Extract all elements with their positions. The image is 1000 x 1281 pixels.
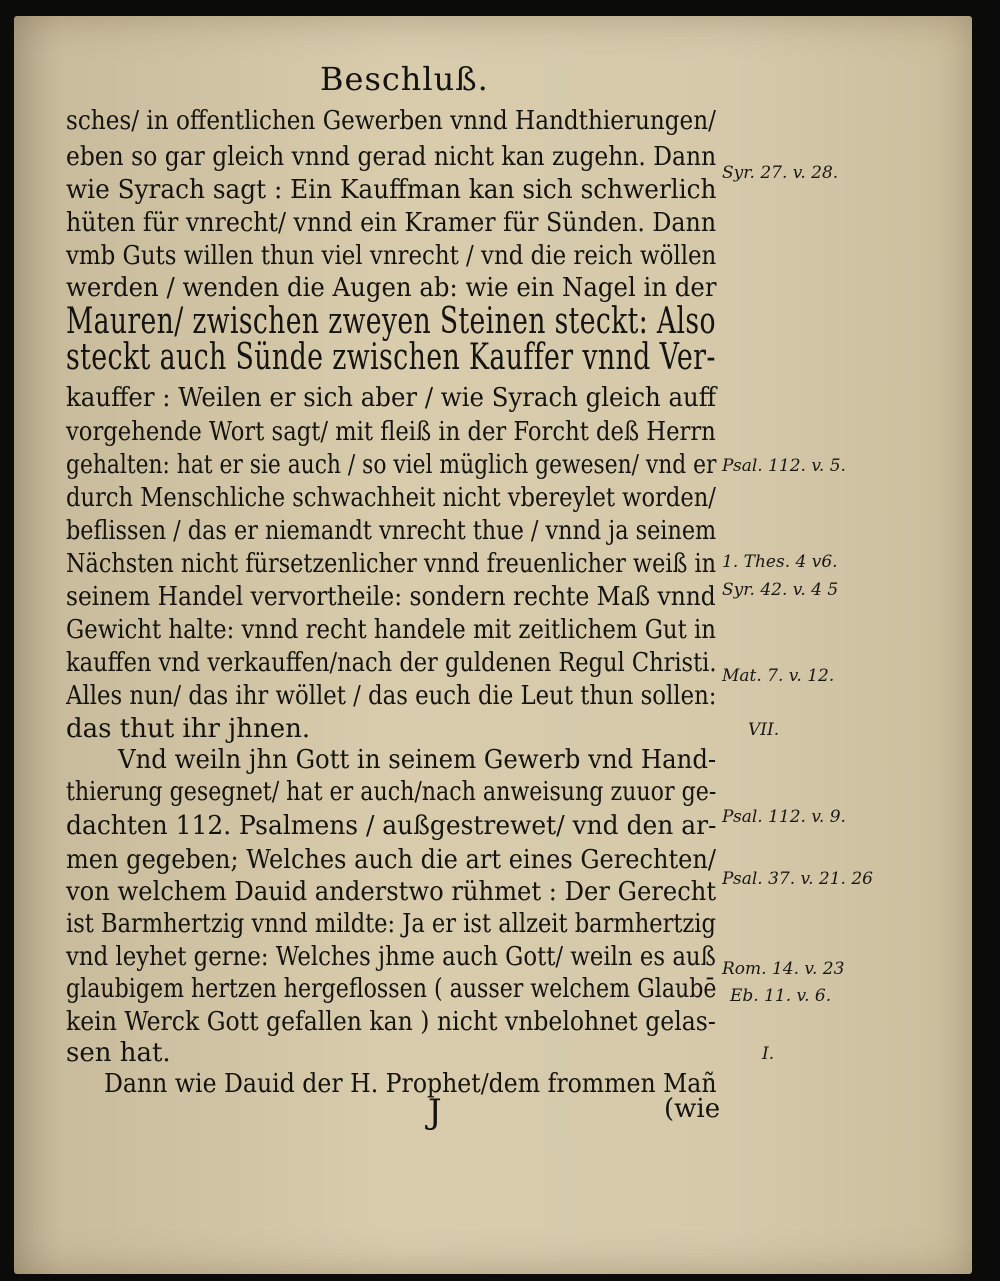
text-line: vnd leyhet gerne: Welches jhme auch Gott/ weiln es auß (66, 942, 716, 972)
text-line: Vnd weiln jhn Gott in seinem Gewerb vnd Hand- (118, 745, 717, 775)
text-line: beflissen / das er niemandt vnrecht thue / vnnd ja seinem (66, 516, 717, 546)
margin-note: I. (762, 1044, 775, 1064)
text-line: kauffer : Weilen er sich aber / wie Syrach gleich auff (66, 383, 717, 413)
margin-note: Mat. 7. v. 12. (722, 666, 835, 686)
text-line: gehalten: hat er sie auch / so viel müglich gewesen/ vnd er (66, 450, 717, 480)
text-line: steckt auch Sünde zwischen Kauffer vnnd Ver- (66, 337, 716, 378)
margin-note: Syr. 27. v. 28. (722, 163, 839, 183)
text-line: Nächsten nicht fürsetzenlicher vnnd freuenlicher weiß in (66, 549, 717, 579)
text-line: vorgehende Wort sagt/ mit fleiß in der Forcht deß Herrn (66, 417, 716, 447)
text-line: sen hat. (66, 1038, 171, 1068)
text-line: von welchem Dauid anderstwo rühmet : Der Gerecht (66, 877, 717, 907)
text-line: Mauren/ zwischen zweyen Steinen steckt: Also (66, 301, 716, 342)
margin-note: Syr. 42. v. 4 5 (722, 580, 839, 600)
text-line: ist Barmhertzig vnnd mildte: Ja er ist allzeit barmhertzig (66, 909, 716, 939)
margin-note: VII. (748, 720, 780, 740)
margin-note: Rom. 14. v. 23 (722, 959, 845, 979)
text-line: kauffen vnd verkauffen/nach der guldenen Regul Christi. (66, 648, 717, 678)
signature-mark: J (428, 1092, 442, 1132)
text-line: thierung gesegnet/ hat er auch/nach anweisung zuuor ge- (66, 777, 717, 807)
catchword: (wie (664, 1094, 721, 1124)
text-line: hüten für vnrecht/ vnnd ein Kramer für Sünden. Dann (66, 208, 717, 238)
text-line: das thut ihr jhnen. (66, 714, 311, 744)
text-line: Gewicht halte: vnnd recht handele mit zeitlichem Gut in (66, 615, 716, 645)
text-line: Alles nun/ das ihr wöllet / das euch die Leut thun sollen: (66, 681, 717, 711)
text-line: dachten 112. Psalmens / außgestrewet/ vnd den ar- (66, 811, 717, 841)
margin-note: 1. Thes. 4 v6. (722, 552, 838, 572)
text-line: seinem Handel vervortheile: sondern rechte Maß vnnd (66, 582, 716, 612)
text-line: kein Werck Gott gefallen kan ) nicht vnbelohnet gelas- (66, 1007, 716, 1037)
text-line: durch Menschliche schwachheit nicht vbereylet worden/ (66, 483, 716, 513)
text-line: werden / wenden die Augen ab: wie ein Nagel in der (66, 273, 717, 303)
text-line: vmb Guts willen thun viel vnrecht / vnd die reich wöllen (66, 241, 717, 271)
margin-note: Eb. 11. v. 6. (730, 986, 832, 1006)
margin-note: Psal. 112. v. 9. (722, 807, 846, 827)
margin-note: Psal. 37. v. 21. 26 (722, 869, 873, 889)
running-head: Beschluß. (320, 60, 489, 98)
margin-note: Psal. 112. v. 5. (722, 456, 846, 476)
text-line: wie Syrach sagt : Ein Kauffman kan sich schwerlich (66, 175, 717, 205)
text-line: men gegeben; Welches auch die art eines Gerechten/ (66, 845, 716, 875)
text-line: eben so gar gleich vnnd gerad nicht kan zugehn. Dann (66, 142, 717, 172)
text-line: glaubigem hertzen hergeflossen ( ausser welchem Glaubē (66, 974, 717, 1004)
text-line: sches/ in offentlichen Gewerben vnnd Handthierungen/ (66, 106, 716, 136)
text-line: Dann wie Dauid der H. Prophet/dem frommen Mañ (104, 1069, 717, 1099)
